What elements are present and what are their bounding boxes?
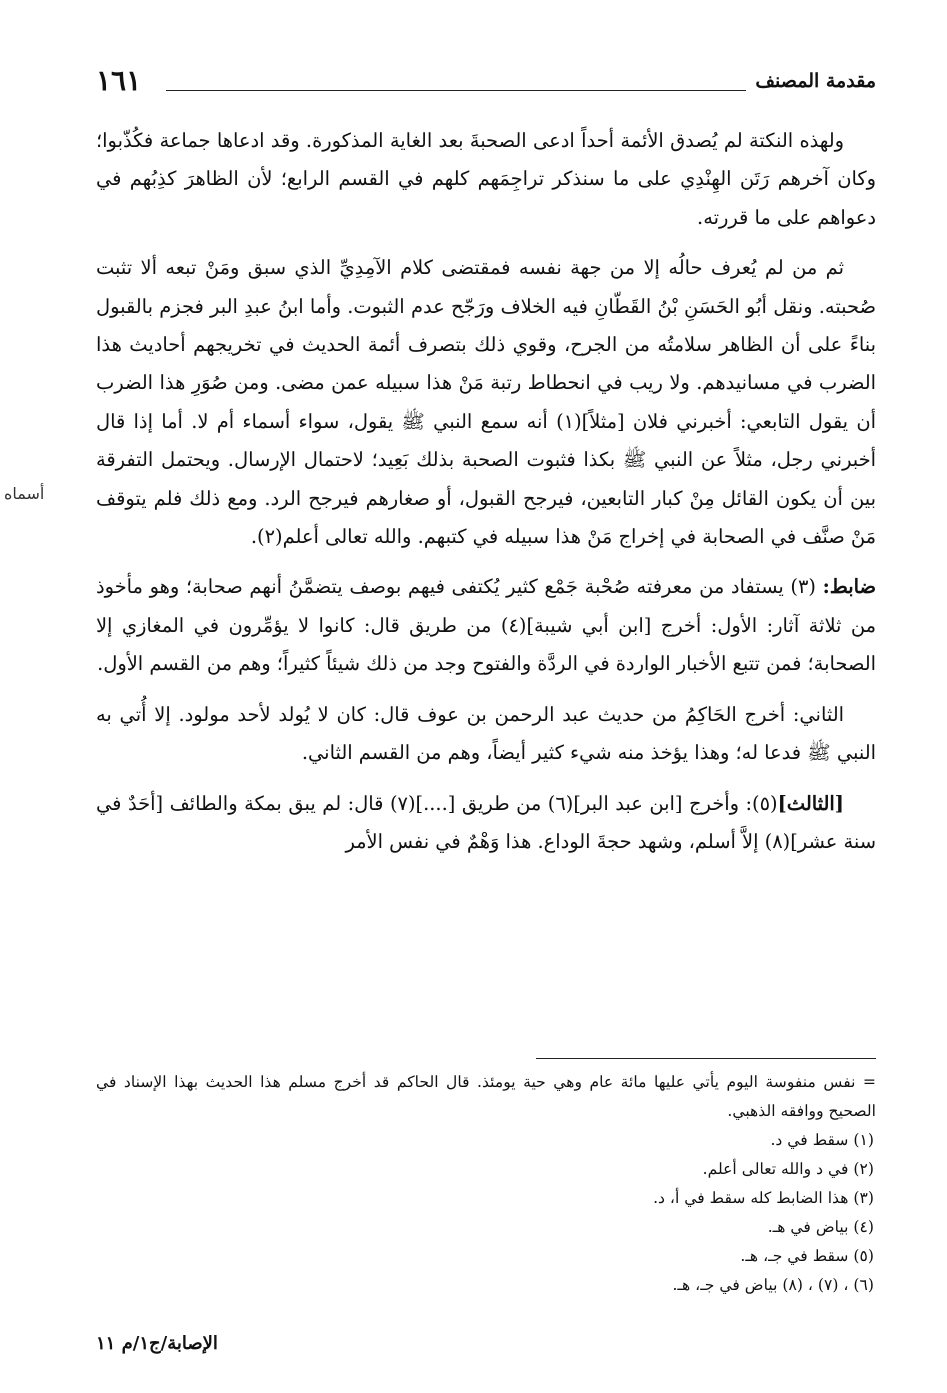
footnote-continuation: = نفس منفوسة اليوم يأتي عليها مائة عام وهي حية يومئذ. قال الحاكم قد أخرج مسلم هذا الحديث بهذا الإسناد في الصحيح ووافقه الذهبي. <box>96 1073 876 1120</box>
footnotes <box>96 1068 876 1300</box>
footnote: (٢) في د والله تعالى أعلم. <box>702 1160 874 1178</box>
handwritten-margin-note: أسماه <box>4 484 45 503</box>
paragraph <box>96 785 876 862</box>
footnote-rule <box>536 1058 876 1059</box>
header-rule <box>166 90 746 91</box>
section-term: ضابط: <box>822 575 876 599</box>
footnote: (٦) ، (٧) ، (٨) بياض في جـ، هـ. <box>672 1276 874 1294</box>
footnote: (١) سقط في د. <box>770 1131 874 1149</box>
main-text <box>96 122 876 873</box>
paragraph-text: ولهذه النكتة لم يُصدق الأئمة أحداً ادعى الصحبةَ بعد الغاية المذكورة. وقد ادعاها جماعة فكُذّبوا؛ وكان آخرهم رَتَن الهِنْدِي على ما سنذكر تراجِمَهم كلهم في القسم الرابع؛ لأن الظاهرَ كذِبُهم في دعواهم على ما قررته. <box>96 129 876 229</box>
page-header <box>96 64 876 104</box>
footnote: (٤) بياض في هـ. <box>767 1218 874 1236</box>
footnote: (٥) سقط في جـ، هـ. <box>740 1247 874 1265</box>
paragraph-text: الثاني: أخرج الحَاكِمُ من حديث عبد الرحمن بن عوف قال: كان لا يُولد لأحد مولود. إلا أُتي به النبي ﷺ فدعا له؛ وهذا يؤخذ منه شيء كثير أيضاً، وهم من القسم الثاني. <box>96 702 876 765</box>
footnote: (٣) هذا الضابط كله سقط في أ، د. <box>653 1189 874 1207</box>
printer-signature: الإصابة/ج١/م ١١ <box>96 1333 218 1354</box>
paragraph-text: (٥): وأخرج [ابن عبد البر](٦) من طريق [....](٧) قال: لم يبق بمكة والطائف [أحَدٌ في سنة عشر](٨) إلاَّ أسلم، وشهد حجةَ الوداع. هذا وَهْمٌ في نفس الأمر <box>96 791 876 853</box>
paragraph <box>96 249 876 556</box>
paragraph-text: ثم من لم يُعرف حالُه إلا من جهة نفسه فمقتضى كلام الآمِدِيِّ الذي سبق ومَنْ تبعه ألا تثبت صُحبته. ونقل أبُو الحَسَنِ بْنُ القَطّانِ فيه الخلاف ورَجّح عدم الثبوت. وأما ابنُ عبدِ البر فجزم بالقبول بناءً على أن الظاهر سلامتُه من الجرح، وقوي ذلك بتصرف أئمة الحديث في تخريجهم أحاديث هذا الضرب في مسانيدهم. ولا ريب في انحطاط رتبة مَنْ هذا سبيله عمن مضى. ومن صُوَرِ هذا الضرب أن يقول التابعي: أخبرني فلان [مثلاً](١) أنه سمع النبي ﷺ يقول، سواء أسماء أم لا. أما إذا قال أخبرني رجل، مثلاً عن النبي ﷺ بكذا فثبوت الصحبة بذلك بَعِيد؛ لاحتمال الإرسال. ويحتمل التفرقة بين أن يكون القائل مِنْ كبار التابعين، فيرجح القبول، أو صغارهم فيرجح الرد. ومع ذلك فلم يتوقف مَنْ صنَّف في الصحابة في إخراج مَنْ هذا سبيله في كتبهم. والله تعالى أعلم(٢). <box>96 256 876 549</box>
paragraph-text: (٣) يستفاد من معرفته صُحْبة جَمْع كثير يُكتفى فيهم بوصف يتضمَّنُ أنهم صحابة؛ وهو مأخوذ من ثلاثة آثار: الأول: أخرج [ابن أبي شيبة](٤) من طريق قال: كانوا لا يؤمِّرون في المغازي إلا الصحابة؛ فمن تتبع الأخبار الواردة في الردَّة والفتوح وجد من ذلك شيئاً كثيراً؛ وهم من القسم الأول. <box>96 575 876 676</box>
paragraph <box>96 568 876 683</box>
running-title: مقدمة المصنف <box>755 70 876 92</box>
paragraph <box>96 122 876 237</box>
section-term: [الثالث] <box>777 791 844 815</box>
page-number: ١٦١ <box>96 64 142 97</box>
paragraph <box>96 696 876 773</box>
